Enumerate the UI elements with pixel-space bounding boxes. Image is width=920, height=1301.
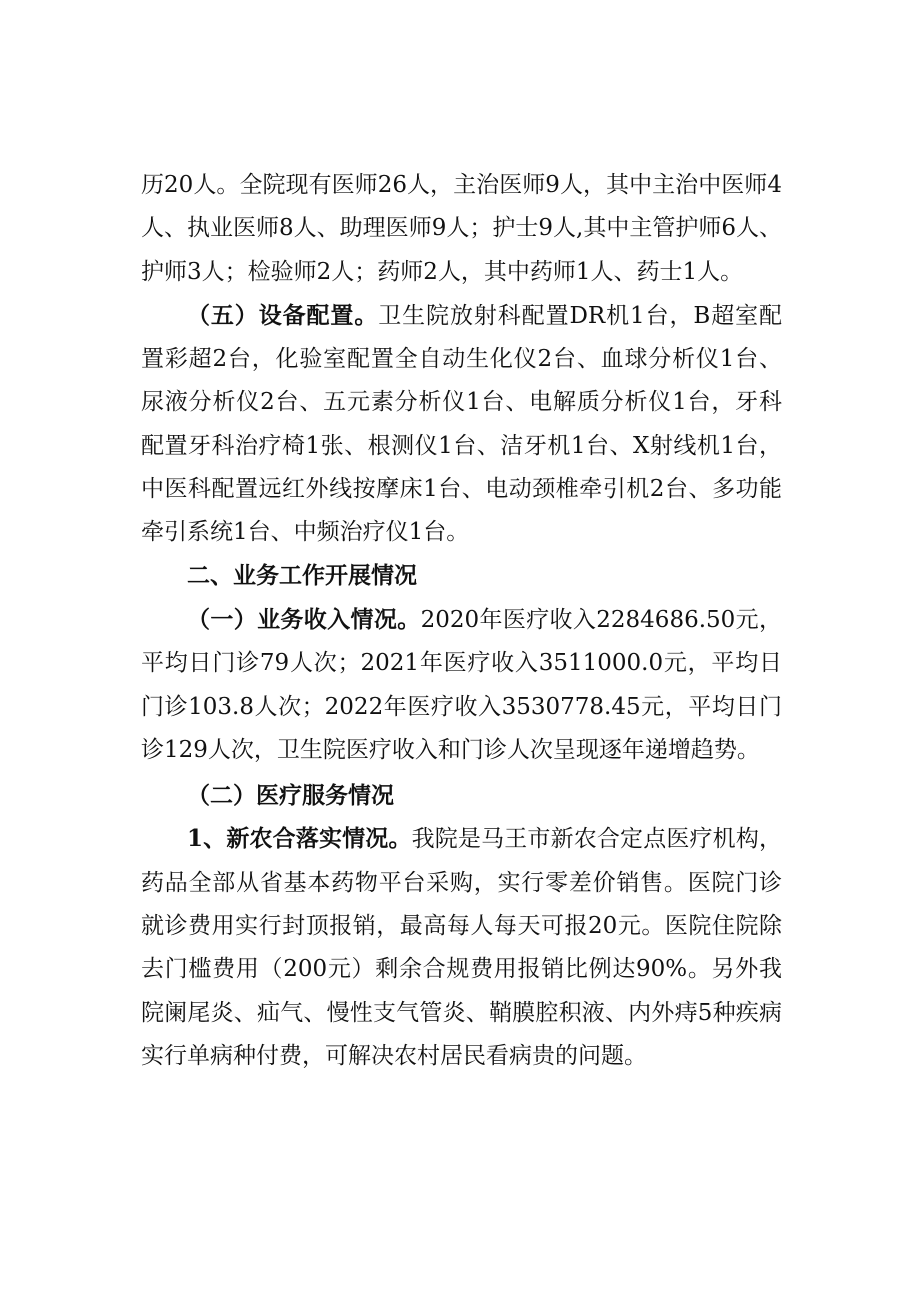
paragraph-revenue-body: 2020年医疗收入2284686.50元，平均日门诊79人次；2021年医疗收入3511000.0元，平均日门诊103.8人次；2022年医疗收入3530778.45元，平均日门诊129人次，卫生院医疗收入和门诊人次呈现逐年递增趋势。 [141, 606, 783, 763]
subheading-medical-services: （二）医疗服务情况 [187, 782, 394, 810]
section-heading-business: 二、业务工作开展情况 [187, 562, 417, 589]
paragraph-insurance-lead: 1、新农合落实情况。 [187, 825, 412, 853]
paragraph-revenue-lead: （一）业务收入情况。 [187, 605, 421, 633]
paragraph-staffing: 历20人。全院现有医师26人，主治医师9人，其中主治中医师4人、执业医师8人、助理医师9人；护士9人,其中主管护师6人、护师3人；检验师2人；药师2人，其中药师1人、药士1人。 [141, 172, 782, 285]
paragraph-insurance [141, 817, 782, 1078]
paragraph-equipment-body: 卫生院放射科配置DR机1台，B超室配置彩超2台，化验室配置全自动生化仪2台、血球分析仪1台、尿液分析仪2台、五元素分析仪1台、电解质分析仪1台，牙科配置牙科治疗椅1张、根测仪1台、洁牙机1台、X射线机1台，中医科配置远红外线按摩床1台、电动颈椎牵引机2台、多功能牵引系统1台、中频治疗仪1台。 [141, 302, 782, 546]
paragraph-equipment [141, 294, 782, 555]
paragraph-revenue [141, 598, 782, 772]
paragraph-insurance-body: 我院是马王市新农合定点医疗机构，药品全部从省基本药物平台采购，实行零差价销售。医院门诊就诊费用实行封顶报销，最高每人每天可报20元。医院住院除去门槛费用（200元）剩余合规费用报销比例达90%。另外我院阑尾炎、疝气、慢性支气管炎、鞘膜腔积液、内外痔5种疾病实行单病种付费，可解决农村居民看病贵的问题。 [141, 826, 783, 1069]
paragraph-equipment-lead: （五）设备配置。 [187, 301, 379, 329]
